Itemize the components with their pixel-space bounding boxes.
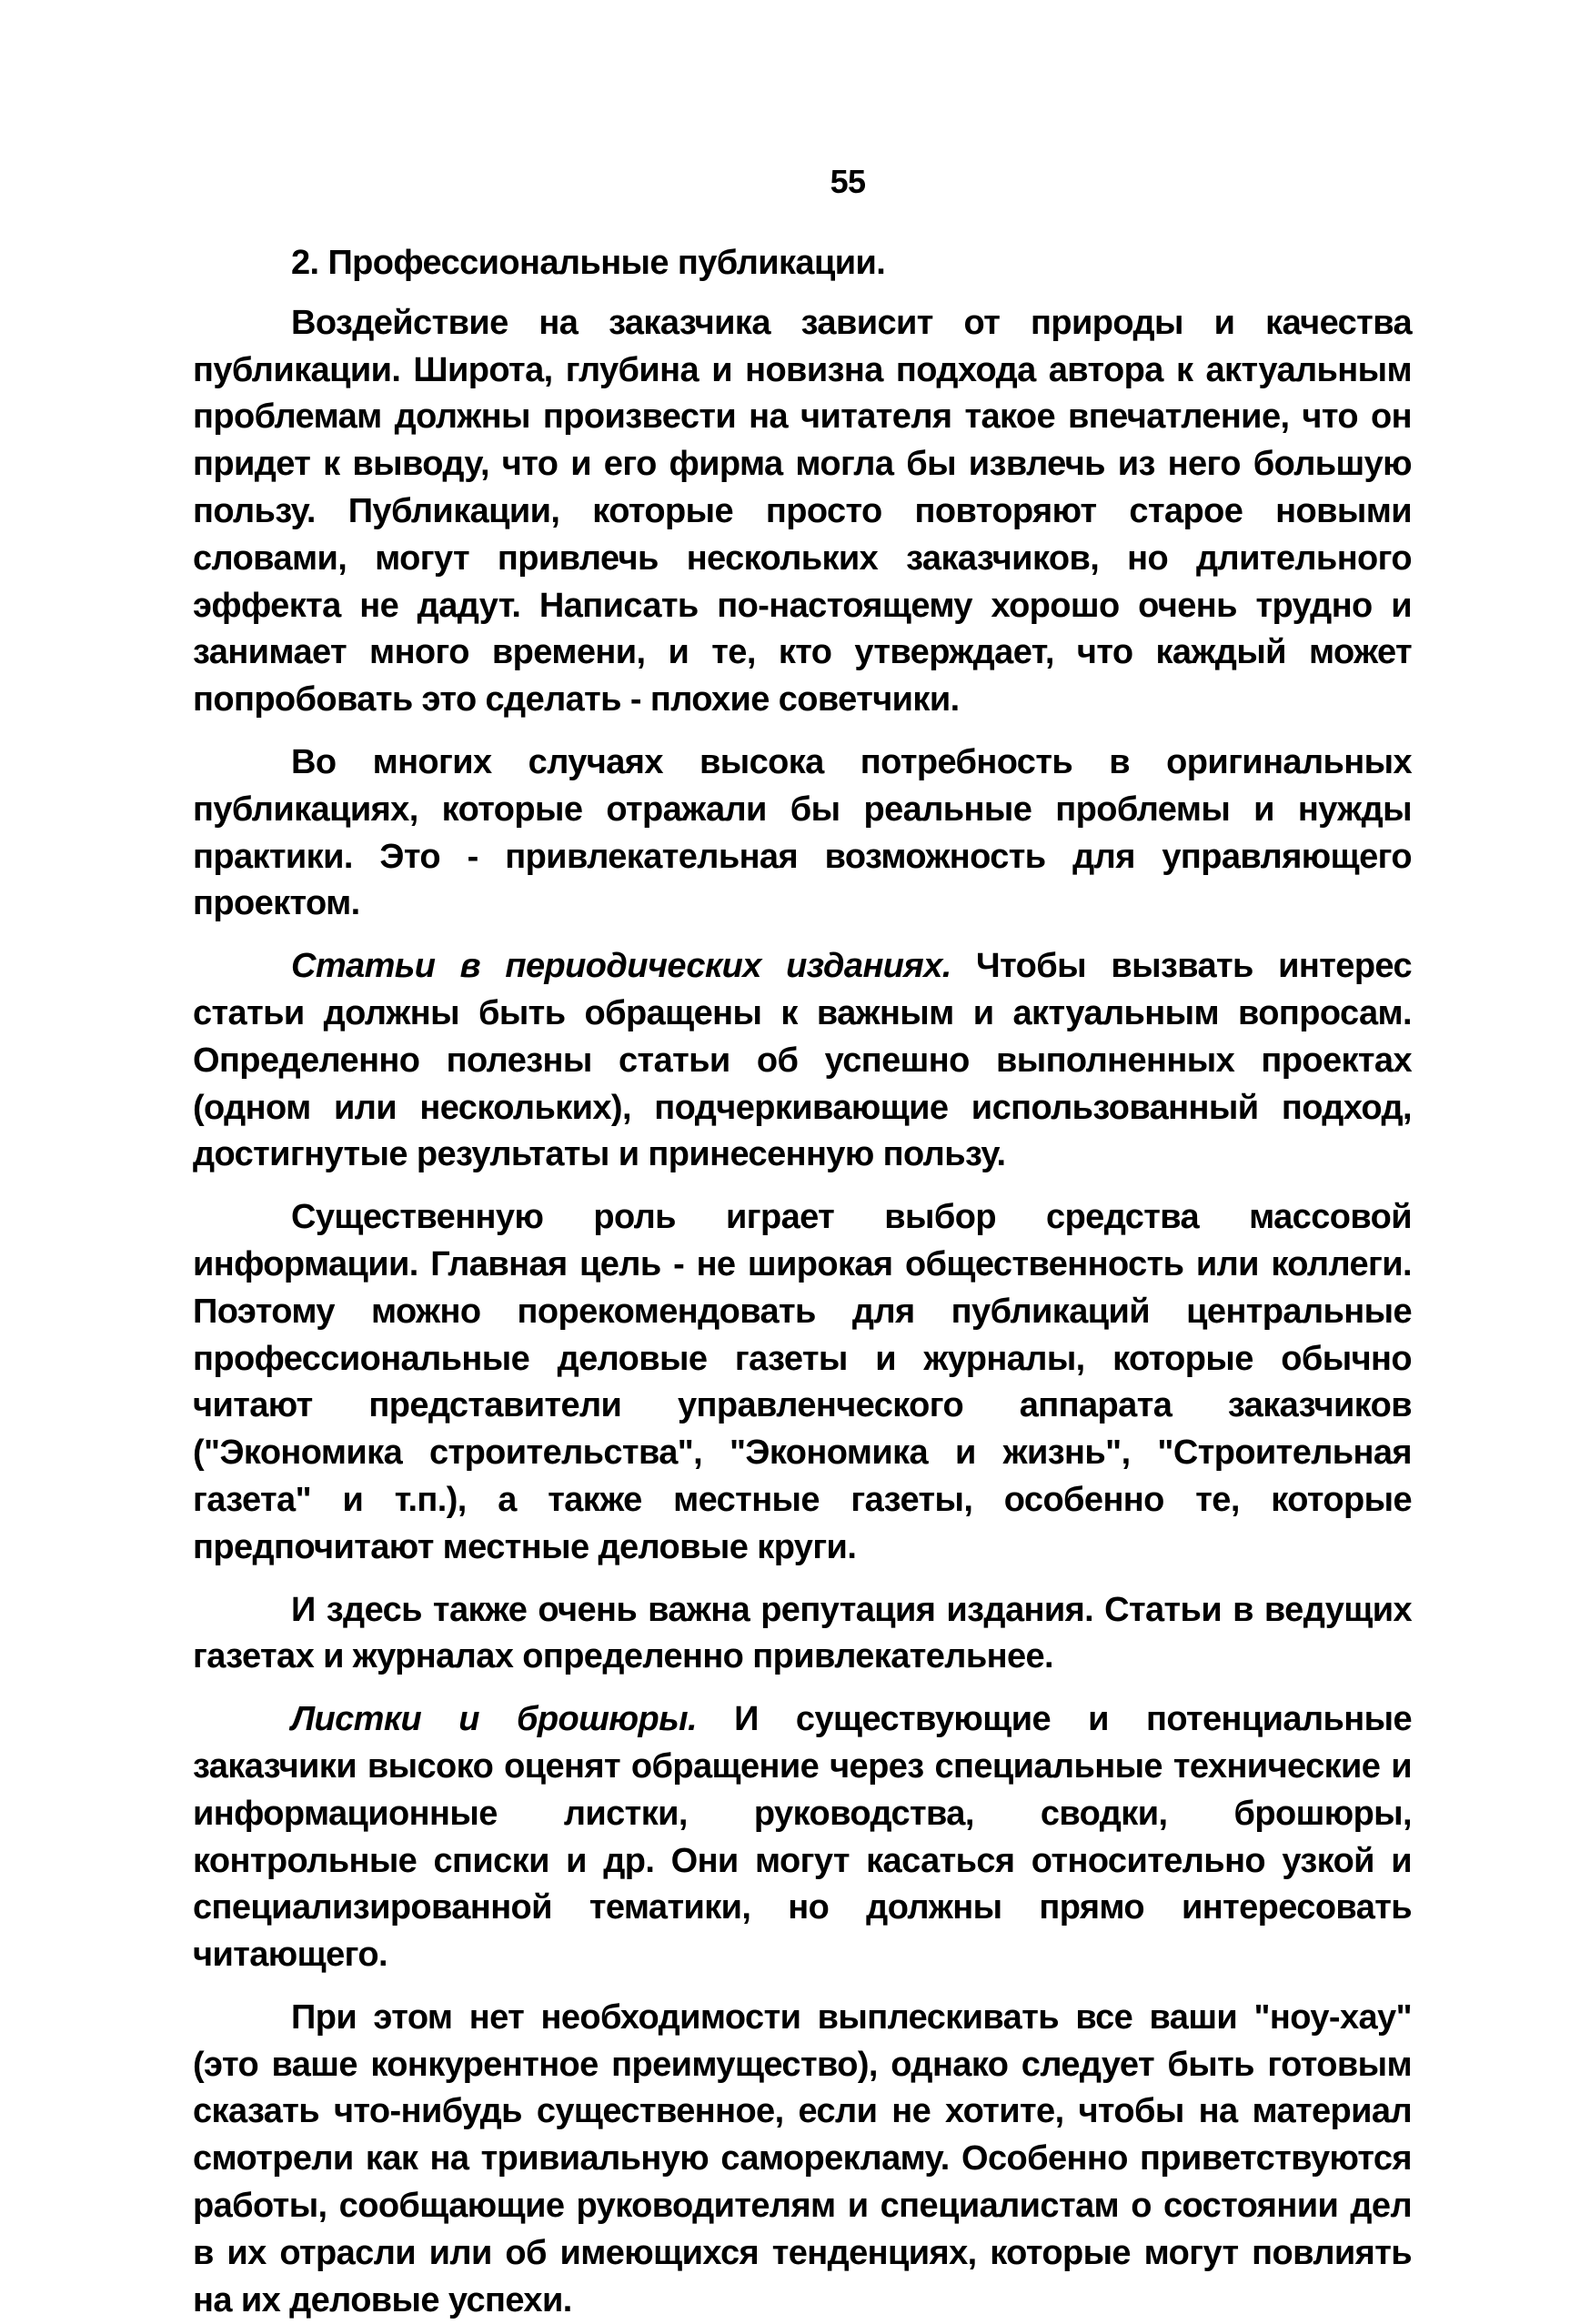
paragraph-1 xyxy=(193,300,1412,724)
book-page xyxy=(193,164,1412,2324)
paragraph-1-text: Воздействие на заказчика зависит от природы и качества публикации. Широта, глубина и новизна подхода автора к актуальным проблемам должны произвести на читателя такое впечатление, что он придет к выводу, что и его фирма могла бы извлечь из него большую пользу. Публикации, которые просто повторяют старое новыми словами, могут привлечь нескольких заказчиков, но длительного эффекта не дадут. Написать по-настоящему хорошо очень трудно и занимает много времени, и те, кто утверждает, что каждый может попробовать это сделать - плохие советчики. xyxy=(193,303,1412,719)
paragraph-4 xyxy=(193,1194,1412,1571)
paragraph-4-text: Существенную роль играет выбор средства массовой информации. Главная цель - не широкая общественность или коллеги. Поэтому можно порекомендовать для публикаций центральные профессиональные деловые газеты и журналы, которые обычно читают представители управленческого аппарата заказчиков ("Экономика строительства", "Экономика и жизнь", "Строительная газета" и т.п.), а также местные газеты, особенно те, которые предпочитают местные деловые круги. xyxy=(193,1198,1412,1566)
paragraph-5 xyxy=(193,1587,1412,1682)
paragraph-6-run-in-heading: Листки и брошюры. xyxy=(291,1700,697,1739)
paragraph-3-run-in-heading: Статьи в периодических изданиях. xyxy=(291,947,951,986)
section-heading: 2. Профессиональные публикации. xyxy=(291,244,886,282)
paragraph-7-text: При этом нет необходимости выплескивать все ваши "ноу-хау" (это ваше конкурентное преимущество), однако следует быть готовым сказать что-нибудь существенное, если не хотите, чтобы на материал смотрели как на тривиальную саморекламу. Особенно приветствуются работы, сообщающие руководителям и специалистам о состоянии дел в их отрасли или об имеющихся тенденциях, которые могут повлиять на их деловые успехи. xyxy=(193,1997,1412,2319)
paragraph-6 xyxy=(193,1696,1412,1979)
paragraph-2 xyxy=(193,739,1412,928)
paragraph-3 xyxy=(193,943,1412,1179)
paragraph-3-text: Чтобы вызвать интерес статьи должны быть обращены к важным и актуальным вопросам. Определенно полезны статьи об успешно выполненных проектах (одном или нескольких), подчеркивающие использованный подход, достигнутые результаты и принесенную пользу. xyxy=(193,947,1413,1174)
paragraph-2-text: Во многих случаях высока потребность в оригинальных публикациях, которые отражали бы реальные проблемы и нужды практики. Это - привлекательная возможность для управляющего проектом. xyxy=(193,742,1412,923)
paragraph-6-text: И существующие и потенциальные заказчики высоко оценят обращение через специальные технические и информационные листки, руководства, сводки, брошюры, контрольные списки и др. Они могут касаться относительно узкой и специализированной тематики, но должны прямо интересовать читающего. xyxy=(193,1700,1412,1975)
paragraph-5-text: И здесь также очень важна репутация издания. Статьи в ведущих газетах и журналах определенно привлекательнее. xyxy=(193,1590,1412,1676)
paragraph-7 xyxy=(193,1995,1412,2324)
page-number: 55 xyxy=(830,163,866,200)
